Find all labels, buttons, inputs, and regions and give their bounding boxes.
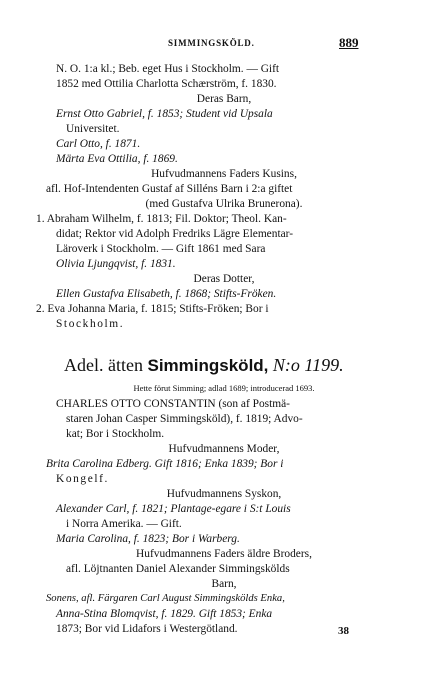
text-line: (med Gustafva Ulrika Brunerona). [145, 198, 303, 210]
text-line: 2. Eva Johanna Maria, f. 1815; Stifts-Fröken; Bor i [36, 303, 269, 315]
section-label: Hufvudmannens Moder, [168, 443, 280, 455]
section-heading [64, 355, 344, 376]
running-title: SIMMINGSKÖLD. [168, 38, 255, 48]
text-line: Brita Carolina Edberg. Gift 1816; Enka 1839; Bor i [46, 458, 284, 470]
text-line: kat; Bor i Stockholm. [66, 428, 165, 440]
section-label: Hufvudmannens Syskon, [166, 488, 282, 500]
section-subtitle: Hette förut Simming; adlad 1689; introducerad 1693. [133, 383, 315, 393]
section-label: Hufvudmannens Faders äldre Broders, [136, 548, 312, 560]
heading-name: Simmingsköld, [147, 356, 269, 375]
text-line: didat; Rektor vid Adolph Fredriks Lägre Elementar- [56, 228, 294, 240]
text-line: Anna-Stina Blomqvist, f. 1829. Gift 1853; Enka [56, 608, 273, 620]
text-line: afl. Hof-Intendenten Gustaf af Silléns Barn i 2:a giftet [46, 183, 293, 195]
text-line: 1852 med Ottilia Charlotta Schærström, f. 1830. [56, 78, 277, 90]
text-line: Olivia Ljungqvist, f. 1831. [56, 258, 176, 270]
text-line: Universitet. [66, 123, 120, 135]
text-line: 1873; Bor vid Lidafors i Westergötland. [56, 623, 238, 635]
section-label: Deras Dotter, [193, 273, 255, 285]
text-line: CHARLES OTTO CONSTANTIN (son af Postmä- [56, 398, 290, 410]
text-line: Läroverk i Stockholm. — Gift 1861 med Sara [56, 243, 266, 255]
heading-number: N:o 1199. [272, 355, 344, 375]
text-line: Maria Carolina, f. 1823; Bor i Warberg. [56, 533, 240, 545]
section-label: Barn, [211, 578, 237, 590]
text-line: Carl Otto, f. 1871. [56, 138, 141, 150]
text-line: Kongelf. [56, 473, 109, 485]
text-line: Sonens, afl. Färgaren Carl August Simmingskölds Enka, [46, 593, 285, 604]
text-line: afl. Löjtnanten Daniel Alexander Simmingskölds [66, 563, 290, 575]
heading-prefix: Adel. ätten [64, 355, 143, 375]
text-line: Alexander Carl, f. 1821; Plantage-egare i S:t Louis [56, 503, 291, 515]
text-line: 1. Abraham Wilhelm, f. 1813; Fil. Doktor; Theol. Kan- [36, 213, 287, 225]
text-line: N. O. 1:a kl.; Beb. eget Hus i Stockholm. — Gift [56, 63, 280, 75]
text-line: Stockholm. [56, 318, 125, 330]
text-line: Ellen Gustafva Elisabeth, f. 1868; Stifts-Fröken. [56, 288, 277, 300]
signature-mark: 38 [338, 625, 349, 637]
text-line: Märta Eva Ottilia, f. 1869. [56, 153, 178, 165]
page-number: 889 [339, 35, 359, 50]
section-label: Hufvudmannens Faders Kusins, [151, 168, 297, 180]
text-line: staren Johan Casper Simmingsköld), f. 1819; Advo- [66, 413, 303, 425]
section-label: Deras Barn, [196, 93, 252, 105]
text-line: i Norra Amerika. — Gift. [66, 518, 182, 530]
text-line: Ernst Otto Gabriel, f. 1853; Student vid Upsala [56, 108, 273, 120]
